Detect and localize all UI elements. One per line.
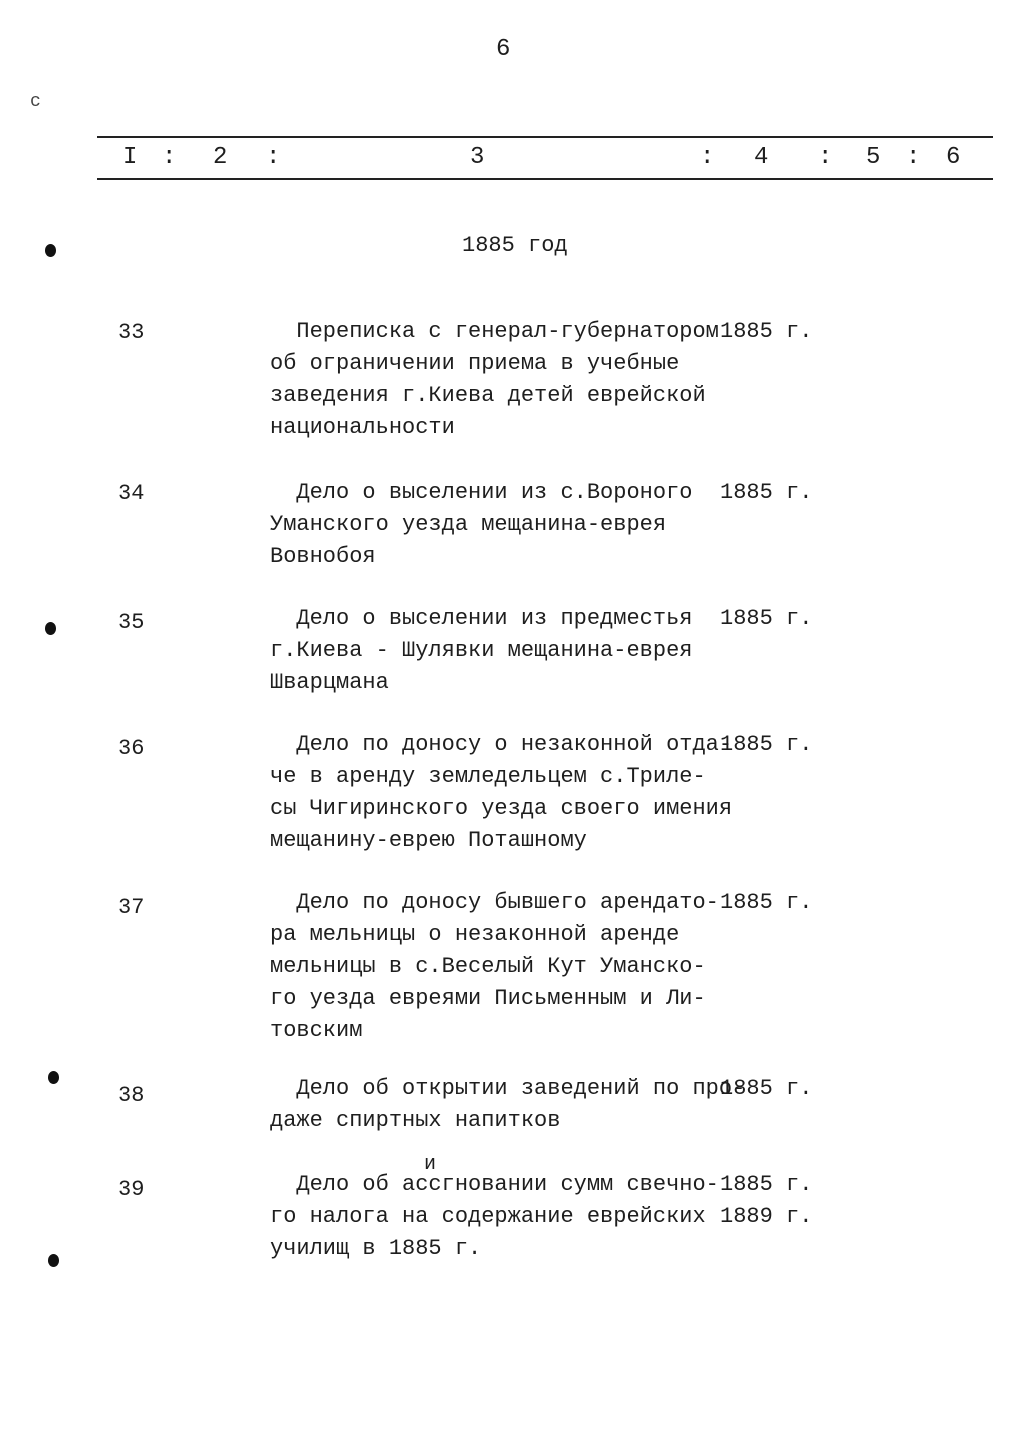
entry-description: Дело по доносу о незаконной отда- че в аренду земледельцем с.Триле- сы Чигиринского уезда своего имения мещанину-еврею Поташному: [270, 732, 733, 853]
binder-hole: [45, 622, 56, 635]
entry-description: Переписка с генерал-губернатором об ограничении приема в учебные заведения г.Киева детей еврейской национальности: [270, 319, 719, 440]
column-separator: :: [818, 144, 833, 171]
entry-date: 1885 г.: [720, 606, 813, 631]
entry-description: Дело о выселении из предместья г.Киева - Шулявки мещанина-еврея Шварцмана: [270, 606, 693, 695]
header-bottom-rule: [97, 178, 993, 180]
entry-description: Дело об открытии заведений по про- даже спиртных напитков: [270, 1076, 746, 1133]
entry-date: 1885 г.: [720, 480, 813, 505]
entry-number: 35: [118, 610, 145, 635]
entry-description: Дело по доносу бывшего арендато- ра мельницы о незаконной аренде мельницы в с.Веселый Кут Уманско- го уезда евреями Письменным и Ли- товским: [270, 890, 719, 1043]
column-header-1: I: [123, 144, 138, 171]
binder-hole: [48, 1254, 59, 1267]
entry-description: Дело о выселении из с.Вороного Уманского уезда мещанина-еврея Вовнобоя: [270, 480, 693, 569]
binder-hole: [45, 244, 56, 257]
header-top-rule: [97, 136, 993, 138]
column-separator: :: [906, 144, 921, 171]
entry-description: Дело об ассгновании сумм свечно- го налога на содержание еврейских училищ в 1885 г.: [270, 1172, 719, 1261]
entry-date: 1885 г. 1889 г.: [720, 1172, 813, 1229]
entry-number: 39: [118, 1177, 145, 1202]
column-separator: :: [700, 144, 715, 171]
column-header-5: 5: [866, 144, 881, 171]
section-heading: 1885 год: [462, 233, 568, 258]
entry-number: 37: [118, 895, 145, 920]
entry-number: 33: [118, 320, 145, 345]
column-header-3: 3: [470, 144, 485, 171]
handwritten-insert: и: [424, 1153, 437, 1176]
entry-number: 34: [118, 481, 145, 506]
entry-date: 1885 г.: [720, 319, 813, 344]
margin-pencil-mark: c: [30, 92, 41, 112]
entry-number: 36: [118, 736, 145, 761]
entry-date: 1885 г.: [720, 890, 813, 915]
column-separator: :: [162, 144, 177, 171]
binder-hole: [48, 1071, 59, 1084]
column-header-4: 4: [754, 144, 769, 171]
page-number: 6: [496, 36, 511, 63]
entry-date: 1885 г.: [720, 1076, 813, 1101]
column-separator: :: [266, 144, 281, 171]
column-header-2: 2: [213, 144, 228, 171]
entry-number: 38: [118, 1083, 145, 1108]
entry-date: 1885 г.: [720, 732, 813, 757]
column-header-6: 6: [946, 144, 961, 171]
